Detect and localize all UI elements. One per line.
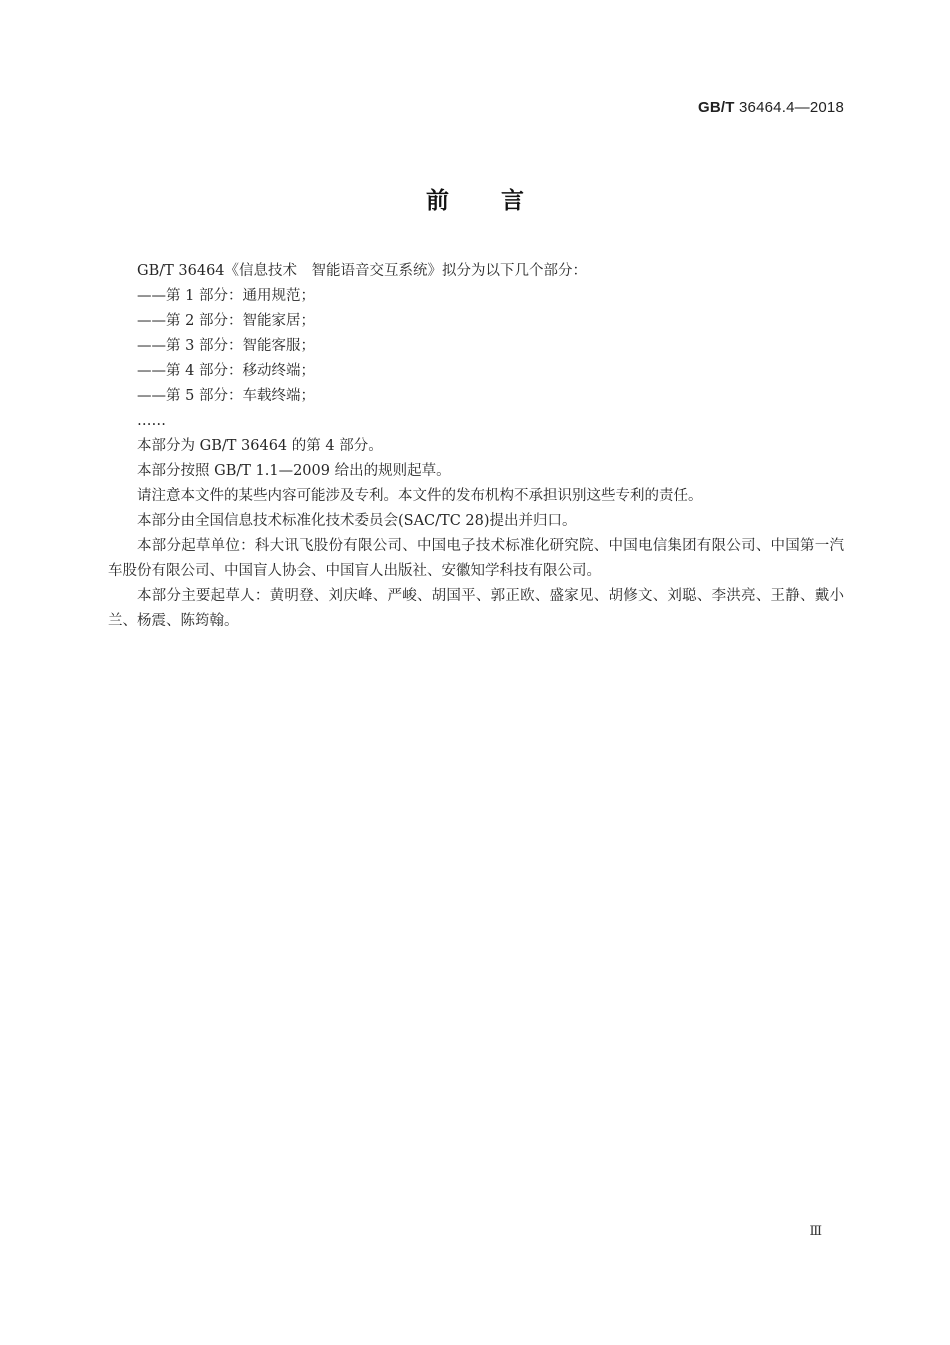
list-item-part-2: ——第 2 部分：智能家居； (137, 313, 315, 329)
foreword-body (108, 259, 844, 634)
page-number: Ⅲ (809, 1224, 821, 1239)
list-item-part-4: ——第 4 部分：移动终端； (137, 363, 315, 379)
list-ellipsis: …… (137, 413, 166, 429)
paragraph-drafting-units: 本部分起草单位：科大讯飞股份有限公司、中国电子技术标准化研究院、中国电信集团有限公司、中国第一汽车股份有限公司、中国盲人协会、中国盲人出版社、安徽知学科技有限公司。 (108, 538, 844, 579)
standard-number: 36464.4—2018 (739, 99, 844, 116)
list-item-part-3: ——第 3 部分：智能客服； (137, 338, 315, 354)
page-title: 前言 (426, 188, 576, 214)
paragraph-drafters: 本部分主要起草人：黄明登、刘庆峰、严峻、胡国平、郭正欧、盛家见、胡修文、刘聪、李洪亮、王静、戴小兰、杨震、陈筠翰。 (108, 588, 844, 629)
paragraph-part-statement: 本部分为 GB/T 36464 的第 4 部分。 (137, 438, 383, 454)
list-item-part-5: ——第 5 部分：车载终端； (137, 388, 315, 404)
standard-prefix: GB/T (697, 99, 735, 116)
paragraph-series-intro: GB/T 36464《信息技术 智能语音交互系统》拟分为以下几个部分： (137, 263, 588, 279)
standard-code-header (698, 99, 844, 116)
paragraph-patent-notice: 请注意本文件的某些内容可能涉及专利。本文件的发布机构不承担识别这些专利的责任。 (137, 488, 703, 504)
paragraph-drafting-rules: 本部分按照 GB/T 1.1—2009 给出的规则起草。 (137, 463, 451, 479)
paragraph-proposer: 本部分由全国信息技术标准化技术委员会(SAC/TC 28)提出并归口。 (137, 513, 577, 529)
list-item-part-1: ——第 1 部分：通用规范； (137, 288, 315, 304)
